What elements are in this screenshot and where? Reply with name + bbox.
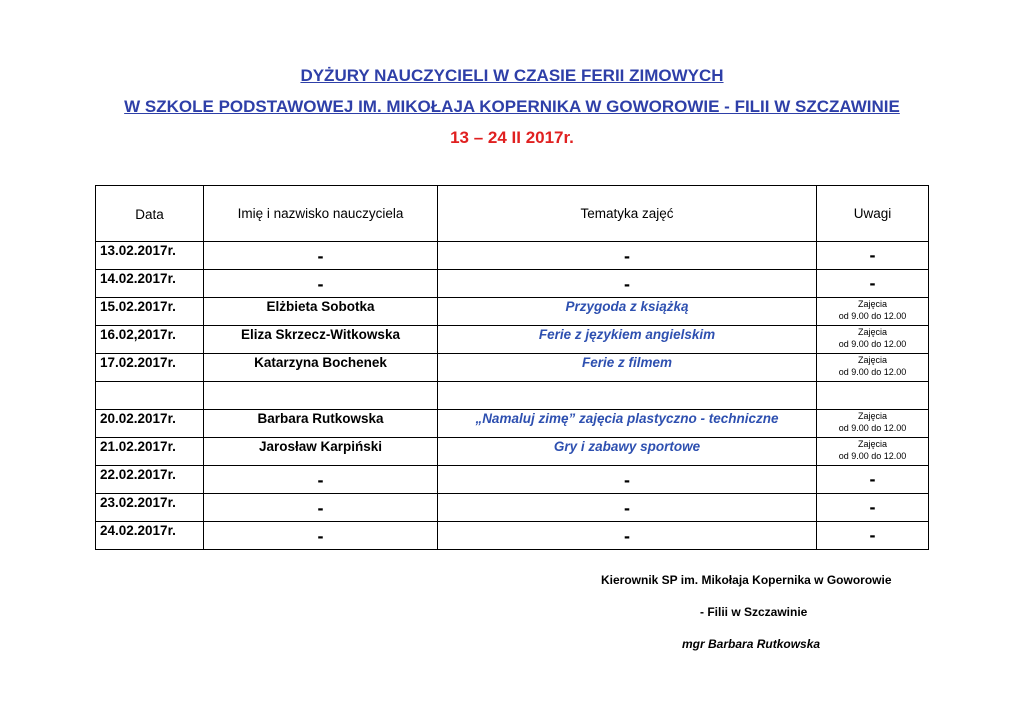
cell-date: 21.02.2017r. [96, 438, 204, 466]
cell-notes [817, 326, 929, 354]
table-row [96, 466, 929, 494]
cell-date [96, 382, 204, 410]
table-row [96, 494, 929, 522]
cell-date: 24.02.2017r. [96, 522, 204, 550]
header-notes: Uwagi [817, 186, 929, 242]
teacher-name: - [317, 274, 324, 294]
note-line-1: Zajęcia [857, 439, 887, 449]
cell-teacher [204, 438, 438, 466]
note-line-1: Zajęcia [857, 411, 887, 421]
topic-text: Ferie z filmem [581, 355, 673, 370]
note-line-1: - [869, 273, 876, 293]
teacher-name: Barbara Rutkowska [257, 411, 384, 426]
signature-name: mgr Barbara Rutkowska [682, 637, 821, 651]
cell-date: 16.02,2017r. [96, 326, 204, 354]
cell-notes [817, 522, 929, 550]
cell-notes [817, 242, 929, 270]
cell-notes [817, 354, 929, 382]
cell-topic [438, 494, 817, 522]
cell-teacher [204, 410, 438, 438]
cell-date: 15.02.2017r. [96, 298, 204, 326]
table-row [96, 382, 929, 410]
title-line-1: DYŻURY NAUCZYCIELI W CZASIE FERII ZIMOWYCH [300, 66, 724, 85]
topic-text: „Namaluj zimę” zajęcia plastyczno - techniczne [475, 411, 779, 426]
note-line-2: od 9.00 do 12.00 [838, 339, 907, 349]
cell-teacher [204, 382, 438, 410]
cell-topic [438, 522, 817, 550]
teacher-name: Jarosław Karpiński [258, 439, 383, 454]
table-row [96, 242, 929, 270]
cell-date: 23.02.2017r. [96, 494, 204, 522]
table-row [96, 438, 929, 466]
cell-date: 22.02.2017r. [96, 466, 204, 494]
cell-topic [438, 410, 817, 438]
cell-teacher [204, 270, 438, 298]
note-line-2: od 9.00 do 12.00 [838, 423, 907, 433]
note-line-1: - [869, 245, 876, 265]
cell-notes [817, 410, 929, 438]
topic-text: - [624, 246, 630, 266]
table-header-row [96, 186, 929, 242]
cell-teacher [204, 354, 438, 382]
teacher-name: Eliza Skrzecz-Witkowska [241, 327, 400, 342]
note-line-2: od 9.00 do 12.00 [838, 311, 907, 321]
topic-text: - [624, 498, 630, 518]
table-row [96, 522, 929, 550]
teacher-name: Elżbieta Sobotka [266, 299, 375, 314]
cell-teacher [204, 494, 438, 522]
cell-notes [817, 298, 929, 326]
table-row [96, 298, 929, 326]
header-topic: Tematyka zajęć [438, 186, 817, 242]
teacher-name: - [317, 526, 324, 546]
cell-topic [438, 466, 817, 494]
cell-teacher [204, 466, 438, 494]
cell-topic [438, 382, 817, 410]
cell-topic [438, 354, 817, 382]
note-line-1: Zajęcia [857, 299, 887, 309]
table-row [96, 410, 929, 438]
table-row [96, 354, 929, 382]
cell-teacher [204, 298, 438, 326]
cell-teacher [204, 522, 438, 550]
note-line-1: Zajęcia [857, 327, 887, 337]
teacher-name: - [317, 246, 324, 266]
topic-text: - [624, 526, 630, 546]
header-teacher: Imię i nazwisko nauczyciela [204, 186, 438, 242]
cell-date: 13.02.2017r. [96, 242, 204, 270]
topic-text: Ferie z językiem angielskim [538, 327, 716, 342]
note-line-1: Zajęcia [857, 355, 887, 365]
note-line-2: od 9.00 do 12.00 [838, 367, 907, 377]
topic-text: Przygoda z książką [565, 299, 689, 314]
cell-date: 17.02.2017r. [96, 354, 204, 382]
table-row [96, 270, 929, 298]
topic-text: Gry i zabawy sportowe [553, 439, 701, 454]
teacher-name: - [317, 470, 324, 490]
date-range-title: 13 – 24 II 2017r. [450, 128, 574, 147]
header-date: Data [96, 186, 204, 242]
duty-schedule-table [95, 185, 929, 550]
cell-teacher [204, 326, 438, 354]
cell-notes [817, 466, 929, 494]
teacher-name: - [317, 498, 324, 518]
topic-text: - [624, 470, 630, 490]
note-line-2: od 9.00 do 12.00 [838, 451, 907, 461]
cell-topic [438, 326, 817, 354]
cell-notes [817, 270, 929, 298]
note-line-1: - [869, 497, 876, 517]
teacher-name: Katarzyna Bochenek [254, 355, 387, 370]
cell-teacher [204, 242, 438, 270]
cell-topic [438, 438, 817, 466]
topic-text: - [624, 274, 630, 294]
cell-topic [438, 298, 817, 326]
cell-date: 20.02.2017r. [96, 410, 204, 438]
cell-notes [817, 438, 929, 466]
note-line-1: - [869, 469, 876, 489]
cell-date: 14.02.2017r. [96, 270, 204, 298]
signature-title: Kierownik SP im. Mikołaja Kopernika w Goworowie [601, 573, 892, 587]
cell-notes [817, 494, 929, 522]
title-line-2: W SZKOLE PODSTAWOWEJ IM. MIKOŁAJA KOPERNIKA W GOWOROWIE - FILII W SZCZAWINIE [124, 97, 900, 116]
note-line-1: - [869, 525, 876, 545]
cell-topic [438, 270, 817, 298]
cell-notes [817, 382, 929, 410]
signature-branch: - Filii w Szczawinie [700, 605, 808, 619]
cell-topic [438, 242, 817, 270]
table-row [96, 326, 929, 354]
